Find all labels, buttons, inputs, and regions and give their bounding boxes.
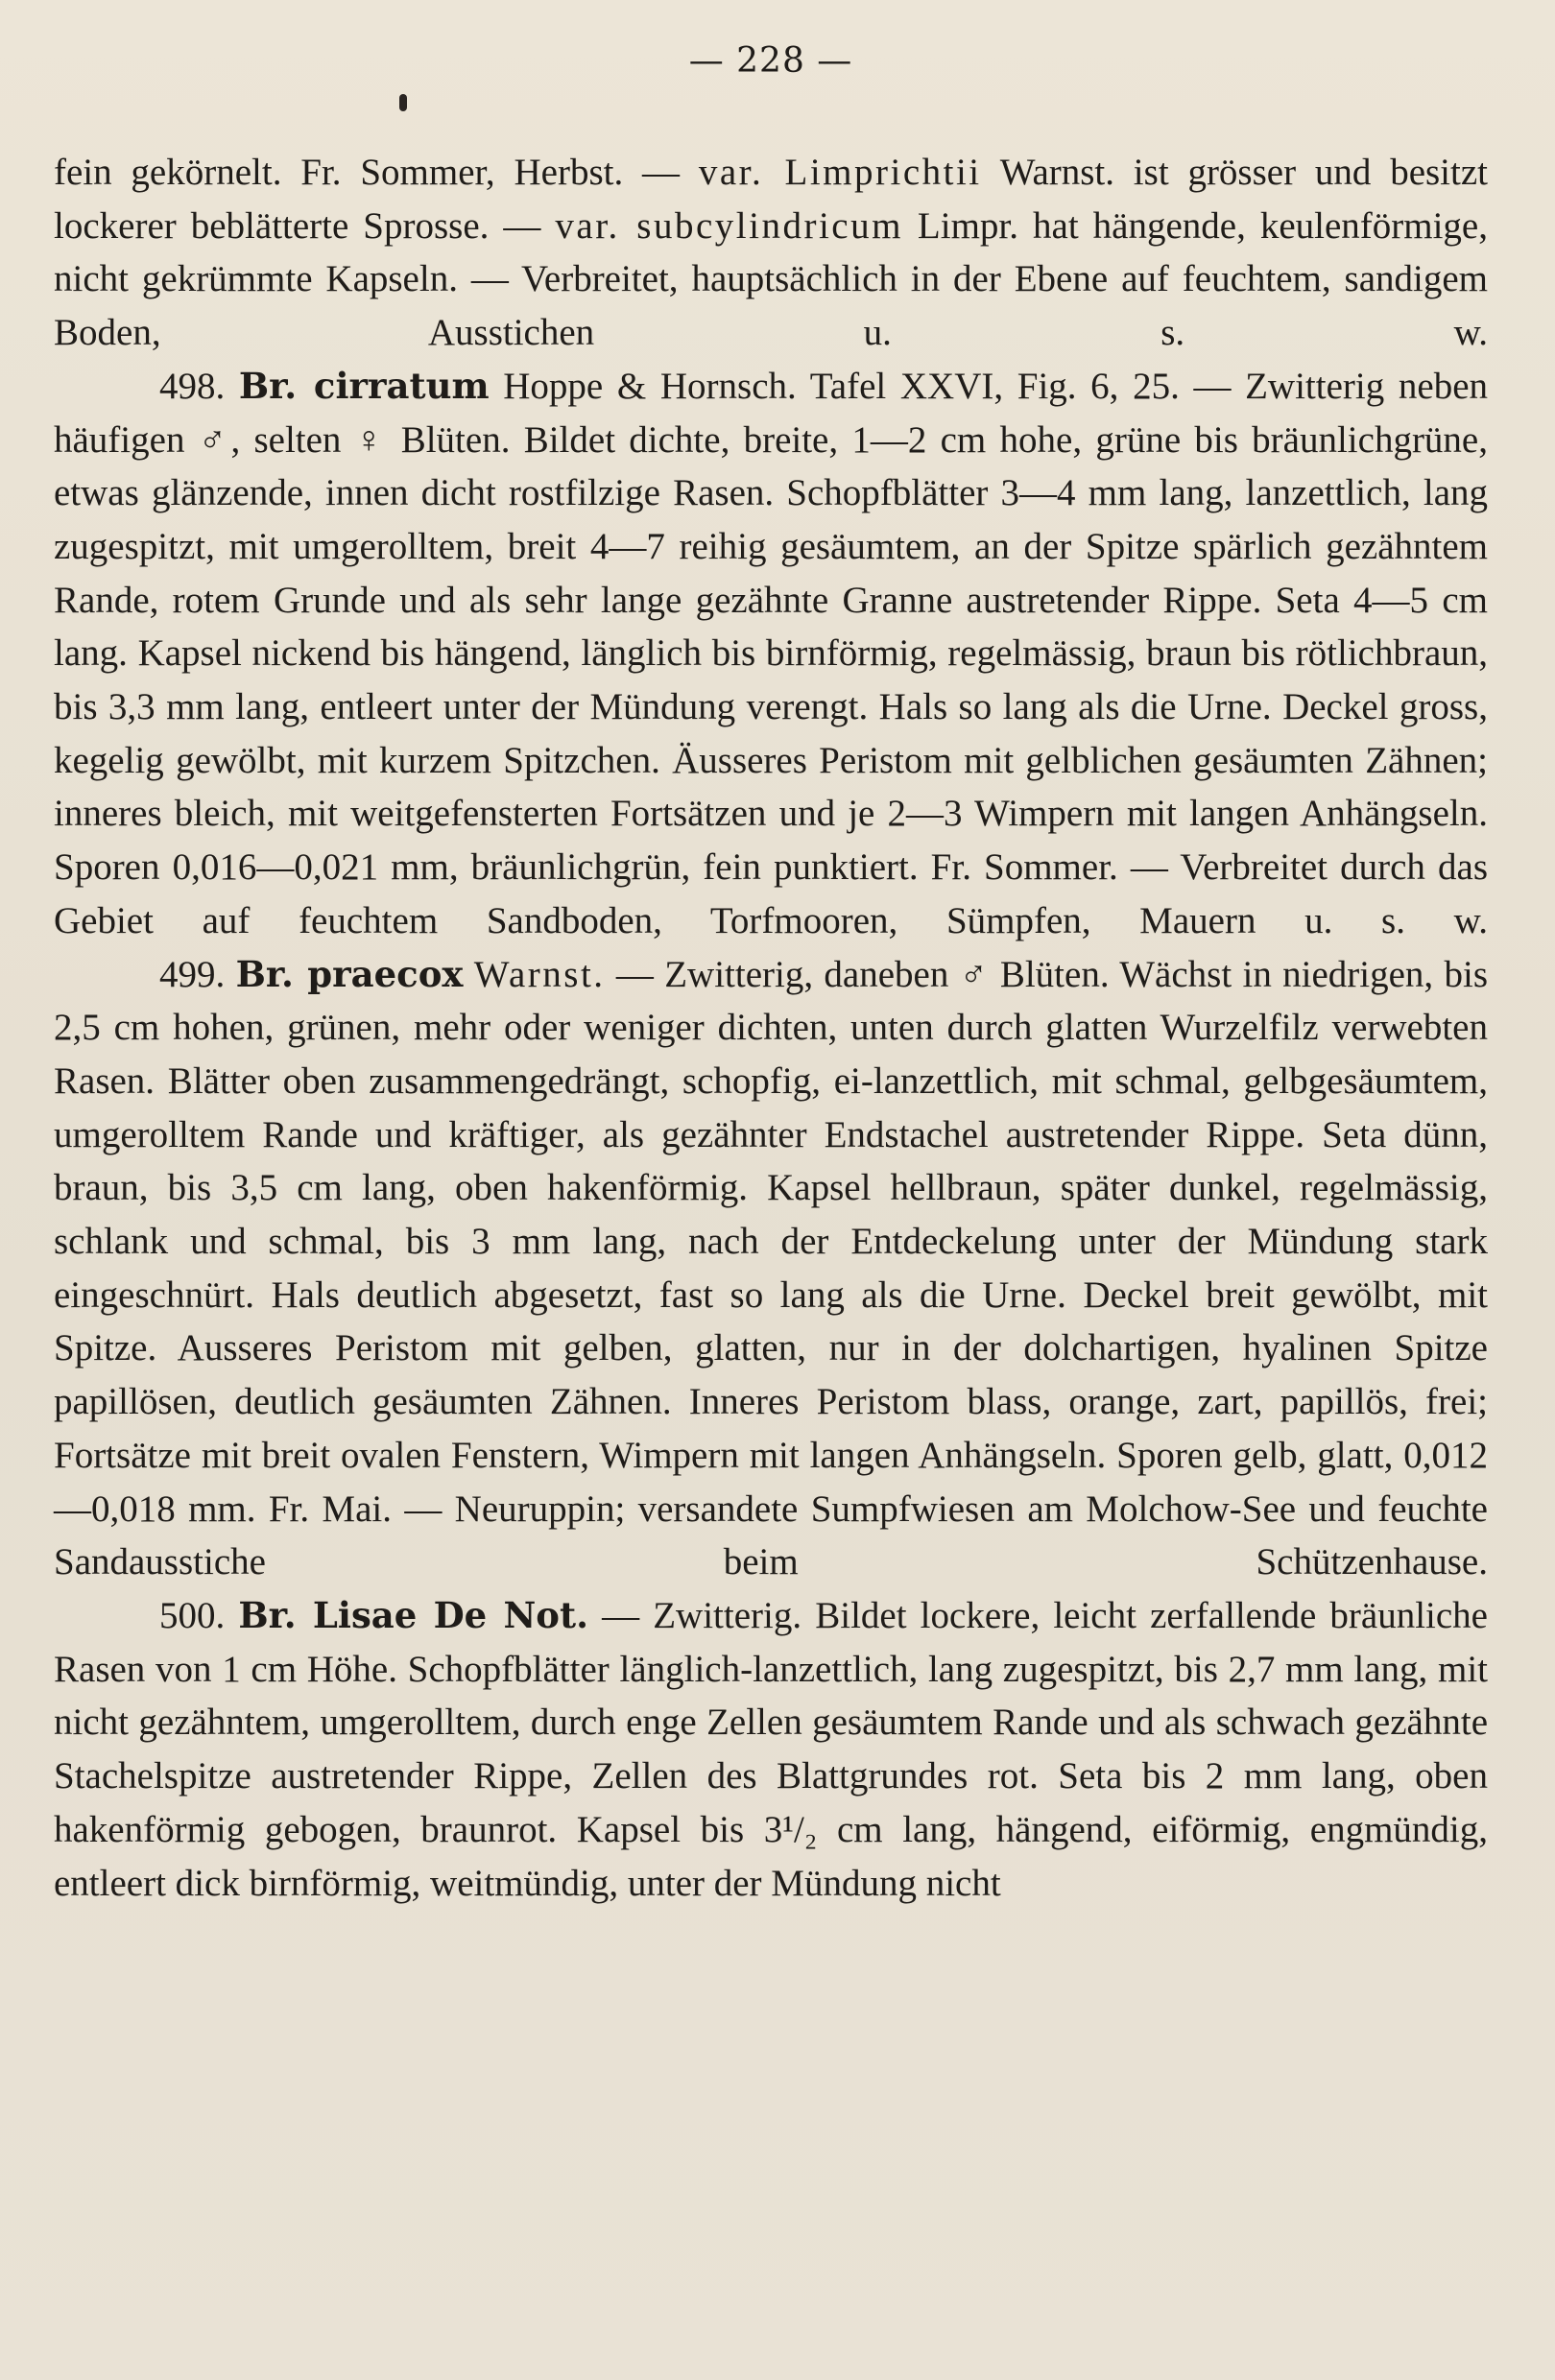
text-run: Limpr. hat hängende, keulenförmige, nicht gekrümmte Kapseln. — Verbreitet, hauptsächlich in der Ebene auf feuchtem, sandigem Boden, Ausstichen u. s. w. bbox=[54, 204, 1488, 354]
text-run: 499. bbox=[159, 953, 236, 995]
paragraph-continuation bbox=[54, 146, 1488, 360]
text-run: 500. bbox=[159, 1594, 239, 1636]
body-text bbox=[54, 146, 1488, 1910]
text-run: — Zwitterig. Bildet lockere, leicht zerfallende bräunliche Rasen von 1 cm Höhe. Schopfblätter länglich-lanzettlich, lang zugespitzt, bis 2,7 mm lang, mit nicht gezähntem, umgerolltem, durch enge Zellen gesäumtem Rande und als schwach gezähnte Stachelspitze austretender Rippe, Zellen des Blattgrundes rot. Seta bis 2 mm lang, oben hakenförmig gebogen, braunrot. Kapsel bis 3¹/₂ cm lang, hängend, eiförmig, engmündig, entleert dick birnförmig, weitmündig, unter der Mündung nicht bbox=[54, 1594, 1488, 1904]
text-run: Warnst. ist grösser und besitzt lockerer beblätterte Sprosse. — bbox=[54, 152, 1488, 247]
text-run bbox=[463, 954, 473, 995]
spaced-text: var. subcylindricum bbox=[555, 204, 903, 247]
spaced-text: Warnst. bbox=[473, 953, 606, 995]
text-run: Hoppe & Hornsch. Tafel XXVI, Fig. 6, 25. — Zwitterig neben häufigen ♂, selten ♀ Blüten. Bildet dichte, breite, 1—2 cm hohe, grüne bis bräunlichgrüne, etwas glänzende, innen dicht rostfilzige Rasen. Schopfblätter 3—4 mm lang, lanzettlich, lang zugespitzt, mit umgerolltem, breit 4—7 reihig gesäumtem, an der Spitze spärlich gezähntem Rande, rotem Grunde und als sehr lange gezähnte Granne austretender Rippe. Seta 4—5 cm lang. Kapsel nickend bis hängend, länglich bis birnförmig, regelmässig, braun bis rötlichbraun, bis 3,3 mm lang, entleert unter der Mündung verengt. Hals so lang als die Urne. Deckel gross, kegelig gewölbt, mit kurzem Spitzchen. Äusseres Peristom mit gelblichen gesäumten Zähnen; inneres bleich, mit weitgefensterten Fortsätzen und je 2—3 Wimpern mit langen Anhängseln. Sporen 0,016—0,021 mm, bräunlichgrün, fein punktiert. Fr. Sommer. — Verbreitet durch das Gebiet auf feuchtem Sandboden, Torfmooren, Sümpfen, Mauern u. s. w. bbox=[54, 365, 1489, 941]
text-run: 498. bbox=[159, 365, 239, 407]
species-name: Br. praecox bbox=[235, 952, 464, 995]
species-name: Br. cirratum bbox=[238, 364, 490, 407]
species-name: Br. Lisae De Not. bbox=[238, 1593, 588, 1636]
paragraph-entry-499 bbox=[54, 948, 1488, 1589]
text-run: fein gekörnelt. Fr. Sommer, Herbst. — bbox=[54, 152, 699, 193]
text-run: — Zwitterig, daneben ♂ Blüten. Wächst in niedrigen, bis 2,5 cm hohen, grünen, mehr oder weniger dichten, unten durch glatten Wurzelfilz verwebten Rasen. Blätter oben zusammengedrängt, schopfig, ei-lanzettlich, mit schmal, gelbgesäumtem, umgerolltem Rande und kräftiger, als gezähnter Endstachel austretender Rippe. Seta dünn, braun, bis 3,5 cm lang, oben hakenförmig. Kapsel hellbraun, später dunkel, regelmässig, schlank und schmal, bis 3 mm lang, nach der Entdeckelung unter der Mündung stark eingeschnürt. Hals deutlich abgesetzt, fast so lang als die Urne. Deckel breit gewölbt, mit Spitze. Ausseres Peristom mit gelben, glatten, nur in der dolchartigen, hyalinen Spitze papillösen, deutlich gesäumten Zähnen. Inneres Peristom blass, orange, zart, papillös, frei; Fortsätze mit breit ovalen Fenstern, Wimpern mit langen Anhängseln. Sporen gelb, glatt, 0,012—0,018 mm. Fr. Mai. — Neuruppin; versandete Sumpfwiesen am Molchow-See und feuchte Sandausstiche beim Schützenhause. bbox=[54, 953, 1489, 1583]
spaced-text: var. Limprichtii bbox=[698, 152, 982, 193]
print-speck bbox=[399, 94, 407, 111]
paragraph-entry-500 bbox=[54, 1589, 1488, 1910]
paragraph-entry-498 bbox=[54, 360, 1488, 948]
page-number: — 228 — bbox=[688, 41, 853, 81]
